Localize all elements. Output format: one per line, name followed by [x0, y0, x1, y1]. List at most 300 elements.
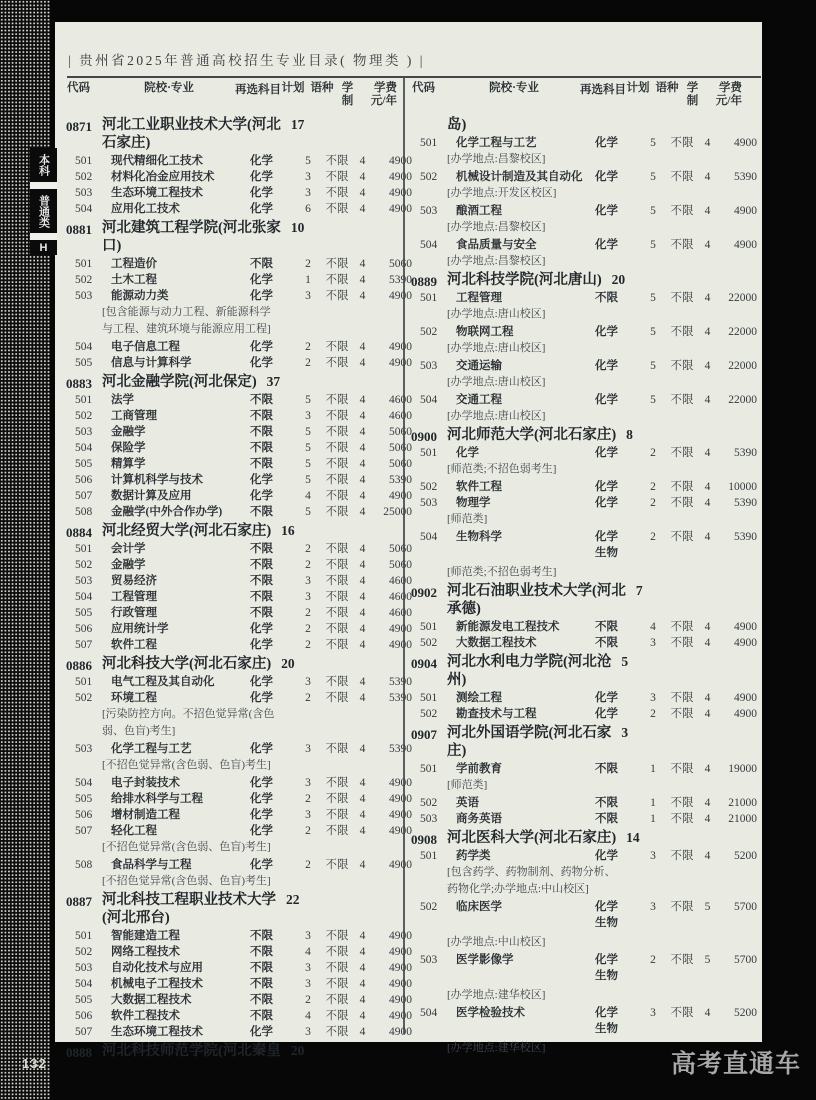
college-code: 0907 [411, 727, 437, 742]
subject-cell: 不限 [250, 962, 273, 974]
subject-cell: 化学 生物 [595, 901, 618, 929]
subject-cell: 化学 [595, 171, 618, 183]
plan-cell: 3 [305, 809, 311, 821]
college-row-continuation [411, 116, 747, 134]
major-code: 504 [75, 442, 93, 454]
table-header-row [66, 82, 400, 107]
major-row [66, 674, 412, 690]
major-name: 生态环境工程技术 [111, 187, 203, 199]
major-name: 学前教育 [456, 763, 502, 775]
major-row [411, 445, 757, 461]
major-code: 504 [420, 239, 438, 251]
fee-cell: 4900 [389, 1010, 412, 1022]
college-code: 0908 [411, 832, 437, 847]
plan-cell: 3 [305, 591, 311, 603]
major-row [411, 324, 757, 340]
fee-cell: 4900 [389, 341, 412, 353]
college-plan-total: 17 [290, 117, 305, 132]
subject-cell: 化学 [250, 155, 273, 167]
fee-cell: 4900 [389, 994, 412, 1006]
duration-cell: 4 [704, 205, 711, 217]
fee-cell: 5390 [389, 692, 412, 704]
major-name: 保险学 [111, 442, 146, 454]
subject-cell: 不限 [250, 994, 273, 1006]
major-name: 化学工程与工艺 [111, 743, 192, 755]
college-name-line: 河北金融学院(河北保定) [102, 374, 257, 390]
major-row [411, 795, 757, 811]
major-name: 机械设计制造及其自动化 [456, 171, 583, 183]
fee-cell: 21000 [728, 797, 757, 809]
duration-cell: 4 [359, 187, 366, 199]
college-plan-total: 8 [626, 427, 633, 442]
duration-cell: 4 [359, 930, 366, 942]
duration-cell: 4 [704, 531, 711, 543]
major-row [66, 944, 412, 960]
major-name: 自动化技术与应用 [111, 962, 203, 974]
major-name: 行政管理 [111, 607, 157, 619]
language-cell: 不限 [325, 394, 349, 406]
language-cell: 不限 [325, 743, 349, 755]
fee-cell: 4900 [389, 623, 412, 635]
major-name: 大数据工程技术 [456, 637, 537, 649]
plan-cell: 3 [305, 1026, 311, 1038]
duration-cell: 4 [359, 809, 366, 821]
fee-cell: 4900 [389, 490, 412, 502]
duration-cell: 4 [359, 825, 366, 837]
subject-cell: 化学 [595, 360, 618, 372]
duration-cell: 4 [704, 394, 711, 406]
language-cell: 不限 [670, 326, 694, 338]
plan-cell: 1 [305, 274, 311, 286]
fee-cell: 5060 [389, 543, 412, 555]
college-name-line: 河北石油职业技术大学(河北 [447, 583, 626, 599]
major-code: 503 [420, 954, 438, 966]
fee-cell: 4900 [734, 621, 757, 633]
major-row [411, 495, 757, 511]
subject-cell: 不限 [595, 292, 618, 304]
major-code: 502 [420, 171, 438, 183]
plan-cell: 3 [305, 777, 311, 789]
major-row [66, 272, 412, 288]
major-code: 503 [420, 813, 438, 825]
duration-cell: 4 [359, 490, 366, 502]
plan-cell: 3 [305, 410, 311, 422]
major-note: [师范类;不招色弱考生] [447, 566, 557, 578]
fee-cell: 5200 [734, 850, 757, 862]
major-note: [办学地点:昌黎校区] [447, 153, 546, 165]
language-cell: 不限 [325, 639, 349, 651]
subject-cell: 不限 [250, 506, 273, 518]
college-name-line: 河北建筑工程学院(河北张家 [102, 220, 281, 236]
plan-cell: 6 [305, 203, 311, 215]
duration-cell: 4 [359, 623, 366, 635]
language-cell: 不限 [325, 474, 349, 486]
language-cell: 不限 [670, 531, 694, 543]
duration-cell: 4 [359, 274, 366, 286]
college-code: 0881 [66, 222, 92, 237]
major-row [66, 1024, 412, 1040]
language-cell: 不限 [325, 1010, 349, 1022]
plan-cell: 2 [305, 859, 311, 871]
major-code: 501 [420, 137, 438, 149]
major-row [411, 706, 757, 722]
major-code: 508 [75, 506, 93, 518]
major-row [411, 479, 757, 495]
language-cell: 不限 [325, 458, 349, 470]
subject-cell: 化学 [250, 1026, 273, 1038]
duration-cell: 4 [359, 559, 366, 571]
major-code: 501 [420, 850, 438, 862]
plan-cell: 1 [650, 797, 656, 809]
major-code: 505 [75, 458, 93, 470]
duration-cell: 4 [359, 692, 366, 704]
major-row [66, 153, 412, 169]
major-row [411, 952, 757, 984]
major-row [66, 169, 412, 185]
side-tabs [30, 148, 57, 255]
subject-cell: 化学 [595, 239, 618, 251]
language-cell: 不限 [325, 809, 349, 821]
plan-cell: 3 [305, 171, 311, 183]
fee-cell: 4900 [389, 155, 412, 167]
major-row [411, 169, 757, 185]
subject-cell: 化学 生物 [595, 1007, 618, 1035]
duration-cell: 4 [704, 171, 711, 183]
header-plan: 计划 [626, 82, 650, 94]
major-row [66, 185, 412, 201]
language-cell: 不限 [325, 171, 349, 183]
major-name: 电子信息工程 [111, 341, 180, 353]
major-code: 502 [75, 559, 93, 571]
major-code: 505 [75, 357, 93, 369]
major-code: 503 [75, 187, 93, 199]
major-code: 502 [420, 481, 438, 493]
major-row [66, 960, 412, 976]
major-name: 计算机科学与技术 [111, 474, 203, 486]
major-note: [污染防控方向。不招色觉异常(含色 [102, 708, 275, 720]
major-code: 501 [75, 676, 93, 688]
language-cell: 不限 [325, 777, 349, 789]
header-duration: 学 制 [686, 82, 699, 107]
college-code: 0902 [411, 585, 437, 600]
major-row [66, 440, 412, 456]
subject-cell: 化学 [250, 474, 273, 486]
language-cell: 不限 [325, 994, 349, 1006]
major-row [66, 201, 412, 217]
subject-cell: 不限 [250, 394, 273, 406]
major-row [66, 775, 412, 791]
subject-cell: 化学 [250, 859, 273, 871]
fee-cell: 4900 [389, 930, 412, 942]
subject-cell: 不限 [250, 575, 273, 587]
duration-cell: 4 [704, 497, 711, 509]
subject-cell: 化学 [250, 676, 273, 688]
major-name: 材料化冶金应用技术 [111, 171, 215, 183]
language-cell: 不限 [670, 497, 694, 509]
fee-cell: 22000 [728, 394, 757, 406]
major-note: [办学地点:中山校区] [447, 936, 546, 948]
major-name: 工商管理 [111, 410, 157, 422]
language-cell: 不限 [325, 155, 349, 167]
catalog-column-left [66, 82, 412, 1061]
language-cell: 不限 [325, 341, 349, 353]
subject-cell: 不限 [250, 978, 273, 990]
major-row [66, 392, 412, 408]
plan-cell: 3 [650, 637, 656, 649]
fee-cell: 4900 [389, 962, 412, 974]
major-name: 环境工程 [111, 692, 157, 704]
major-code: 503 [75, 575, 93, 587]
major-row [66, 541, 412, 557]
language-cell: 不限 [670, 850, 694, 862]
major-code: 502 [75, 692, 93, 704]
duration-cell: 4 [704, 763, 711, 775]
side-tab-gap [30, 182, 57, 189]
major-code: 501 [420, 763, 438, 775]
college-code: 0871 [66, 119, 92, 134]
fee-cell: 10000 [728, 481, 757, 493]
duration-cell: 4 [359, 607, 366, 619]
language-cell: 不限 [325, 978, 349, 990]
major-name: 临床医学 [456, 901, 502, 913]
duration-cell: 4 [704, 813, 711, 825]
duration-cell: 4 [704, 708, 711, 720]
college-row [411, 724, 747, 760]
language-cell: 不限 [670, 292, 694, 304]
header-subjects: 再选科目 [580, 84, 626, 96]
language-cell: 不限 [670, 481, 694, 493]
language-cell: 不限 [670, 901, 694, 913]
major-name: 工程管理 [456, 292, 502, 304]
college-row [66, 891, 400, 927]
watermark: 高考直通车 [671, 1050, 802, 1078]
duration-cell: 4 [704, 481, 711, 493]
duration-cell: 4 [359, 394, 366, 406]
college-plan-total: 10 [290, 220, 305, 235]
major-code: 504 [420, 394, 438, 406]
duration-cell: 4 [359, 290, 366, 302]
duration-cell: 4 [704, 292, 711, 304]
college-name-line: 河北师范大学(河北石家庄) [447, 427, 617, 443]
page-number: 132 [22, 1056, 47, 1071]
subject-cell: 化学 [250, 290, 273, 302]
header-school-major: 院校·专业 [489, 82, 539, 94]
subject-cell: 不限 [250, 426, 273, 438]
header-code: 代码 [412, 82, 435, 94]
major-note: [包含能源与动力工程、新能源科学 [102, 306, 271, 318]
duration-cell: 4 [704, 621, 711, 633]
subject-cell: 化学 [250, 777, 273, 789]
language-cell: 不限 [670, 692, 694, 704]
major-name: 法学 [111, 394, 134, 406]
plan-cell: 2 [650, 447, 656, 459]
major-name: 软件工程 [111, 639, 157, 651]
college-name-line: 承德) [447, 601, 481, 617]
subject-cell: 化学 [595, 850, 618, 862]
major-name: 测绘工程 [456, 692, 502, 704]
college-row [411, 653, 747, 689]
plan-cell: 3 [305, 187, 311, 199]
major-name: 能源动力类 [111, 290, 169, 302]
major-code: 504 [420, 531, 438, 543]
major-row [411, 811, 757, 827]
fee-cell: 5060 [389, 258, 412, 270]
major-code: 507 [75, 490, 93, 502]
language-cell: 不限 [325, 591, 349, 603]
language-cell: 不限 [325, 793, 349, 805]
language-cell: 不限 [325, 490, 349, 502]
fee-cell: 4600 [389, 575, 412, 587]
subject-cell: 化学 [250, 692, 273, 704]
major-name: 金融学 [111, 559, 146, 571]
subject-cell: 化学 [595, 692, 618, 704]
college-name-line: 岛) [447, 117, 467, 133]
plan-cell: 2 [305, 357, 311, 369]
major-row [66, 992, 412, 1008]
major-code: 502 [420, 326, 438, 338]
major-name: 生态环境工程技术 [111, 1026, 203, 1038]
plan-cell: 2 [305, 623, 311, 635]
header-lang: 语种 [310, 82, 334, 94]
duration-cell: 4 [359, 458, 366, 470]
table-header-row [411, 82, 747, 107]
major-code: 501 [420, 447, 438, 459]
duration-cell: 4 [359, 962, 366, 974]
college-plan-total: 7 [635, 583, 643, 598]
major-code: 501 [75, 543, 93, 555]
college-name-line: 河北科技学院(河北唐山) [447, 272, 602, 288]
subject-cell: 不限 [250, 607, 273, 619]
plan-cell: 1 [650, 763, 656, 775]
plan-cell: 3 [305, 676, 311, 688]
duration-cell: 4 [704, 360, 711, 372]
subject-cell: 不限 [250, 458, 273, 470]
major-name: 应用统计学 [111, 623, 169, 635]
language-cell: 不限 [325, 357, 349, 369]
header-school-major: 院校·专业 [144, 82, 194, 94]
duration-cell: 4 [704, 797, 711, 809]
college-name-line: 石家庄) [102, 135, 151, 151]
fee-cell: 4900 [734, 708, 757, 720]
fee-cell: 5060 [389, 442, 412, 454]
plan-cell: 3 [650, 901, 656, 913]
fee-cell: 4900 [734, 239, 757, 251]
college-code: 0888 [66, 1045, 92, 1060]
fee-cell: 22000 [728, 292, 757, 304]
college-code: 0887 [66, 894, 92, 909]
major-row [66, 741, 412, 757]
subject-cell: 化学 [595, 205, 618, 217]
duration-cell: 4 [704, 239, 711, 251]
major-row [66, 424, 412, 440]
duration-cell: 4 [359, 410, 366, 422]
plan-cell: 5 [305, 442, 311, 454]
college-name-line: 州) [447, 672, 467, 688]
major-row [411, 237, 757, 253]
plan-cell: 1 [650, 813, 656, 825]
major-name: 物联网工程 [456, 326, 514, 338]
plan-cell: 2 [650, 954, 656, 966]
language-cell: 不限 [670, 137, 694, 149]
plan-cell: 3 [305, 290, 311, 302]
major-code: 503 [420, 360, 438, 372]
duration-cell: 4 [359, 171, 366, 183]
major-code: 502 [75, 410, 93, 422]
major-code: 503 [75, 426, 93, 438]
major-name: 英语 [456, 797, 479, 809]
header-subjects: 再选科目 [235, 84, 281, 96]
major-row [66, 408, 412, 424]
major-name: 土木工程 [111, 274, 157, 286]
major-code: 501 [420, 621, 438, 633]
fee-cell: 5060 [389, 458, 412, 470]
fee-cell: 4900 [389, 946, 412, 958]
major-code: 502 [420, 797, 438, 809]
subject-cell: 化学 [250, 274, 273, 286]
major-name: 交通运输 [456, 360, 502, 372]
fee-cell: 4900 [389, 203, 412, 215]
major-code: 508 [75, 859, 93, 871]
language-cell: 不限 [325, 1026, 349, 1038]
duration-cell: 4 [359, 543, 366, 555]
subject-cell: 化学 [595, 481, 618, 493]
college-code: 0889 [411, 274, 437, 289]
college-plan-total: 20 [290, 1043, 305, 1058]
college-code: 0900 [411, 429, 437, 444]
language-cell: 不限 [670, 708, 694, 720]
language-cell: 不限 [670, 813, 694, 825]
subject-cell: 化学 [250, 639, 273, 651]
plan-cell: 5 [650, 360, 656, 372]
subject-cell: 不限 [250, 946, 273, 958]
major-row [66, 488, 412, 504]
language-cell: 不限 [325, 607, 349, 619]
major-row [66, 928, 412, 944]
duration-cell: 4 [359, 676, 366, 688]
language-cell: 不限 [325, 559, 349, 571]
plan-cell: 3 [305, 930, 311, 942]
plan-cell: 2 [305, 607, 311, 619]
plan-cell: 5 [650, 137, 656, 149]
duration-cell: 4 [359, 639, 366, 651]
plan-cell: 2 [305, 994, 311, 1006]
major-note: [办学地点:建华校区] [447, 1042, 546, 1054]
subject-cell: 不限 [250, 591, 273, 603]
fee-cell: 5700 [734, 901, 757, 913]
duration-cell: 4 [359, 1010, 366, 1022]
duration-cell: 4 [704, 637, 711, 649]
major-name: 会计学 [111, 543, 146, 555]
major-code: 503 [75, 962, 93, 974]
major-name: 勘查技术与工程 [456, 708, 537, 720]
major-code: 505 [75, 994, 93, 1006]
major-code: 504 [75, 591, 93, 603]
language-cell: 不限 [670, 205, 694, 217]
language-cell: 不限 [670, 797, 694, 809]
major-code: 504 [75, 978, 93, 990]
duration-cell: 4 [704, 850, 711, 862]
duration-cell: 4 [704, 326, 711, 338]
college-row [66, 219, 400, 255]
college-plan-total: 20 [281, 656, 295, 671]
language-cell: 不限 [325, 543, 349, 555]
subject-cell: 化学 [250, 809, 273, 821]
fee-cell: 4900 [389, 639, 412, 651]
major-name: 医学检验技术 [456, 1007, 525, 1019]
college-plan-total: 22 [286, 892, 300, 907]
major-note: [办学地点:昌黎校区] [447, 221, 546, 233]
college-name-line: 河北科技师范学院(河北秦皇 [102, 1043, 281, 1059]
